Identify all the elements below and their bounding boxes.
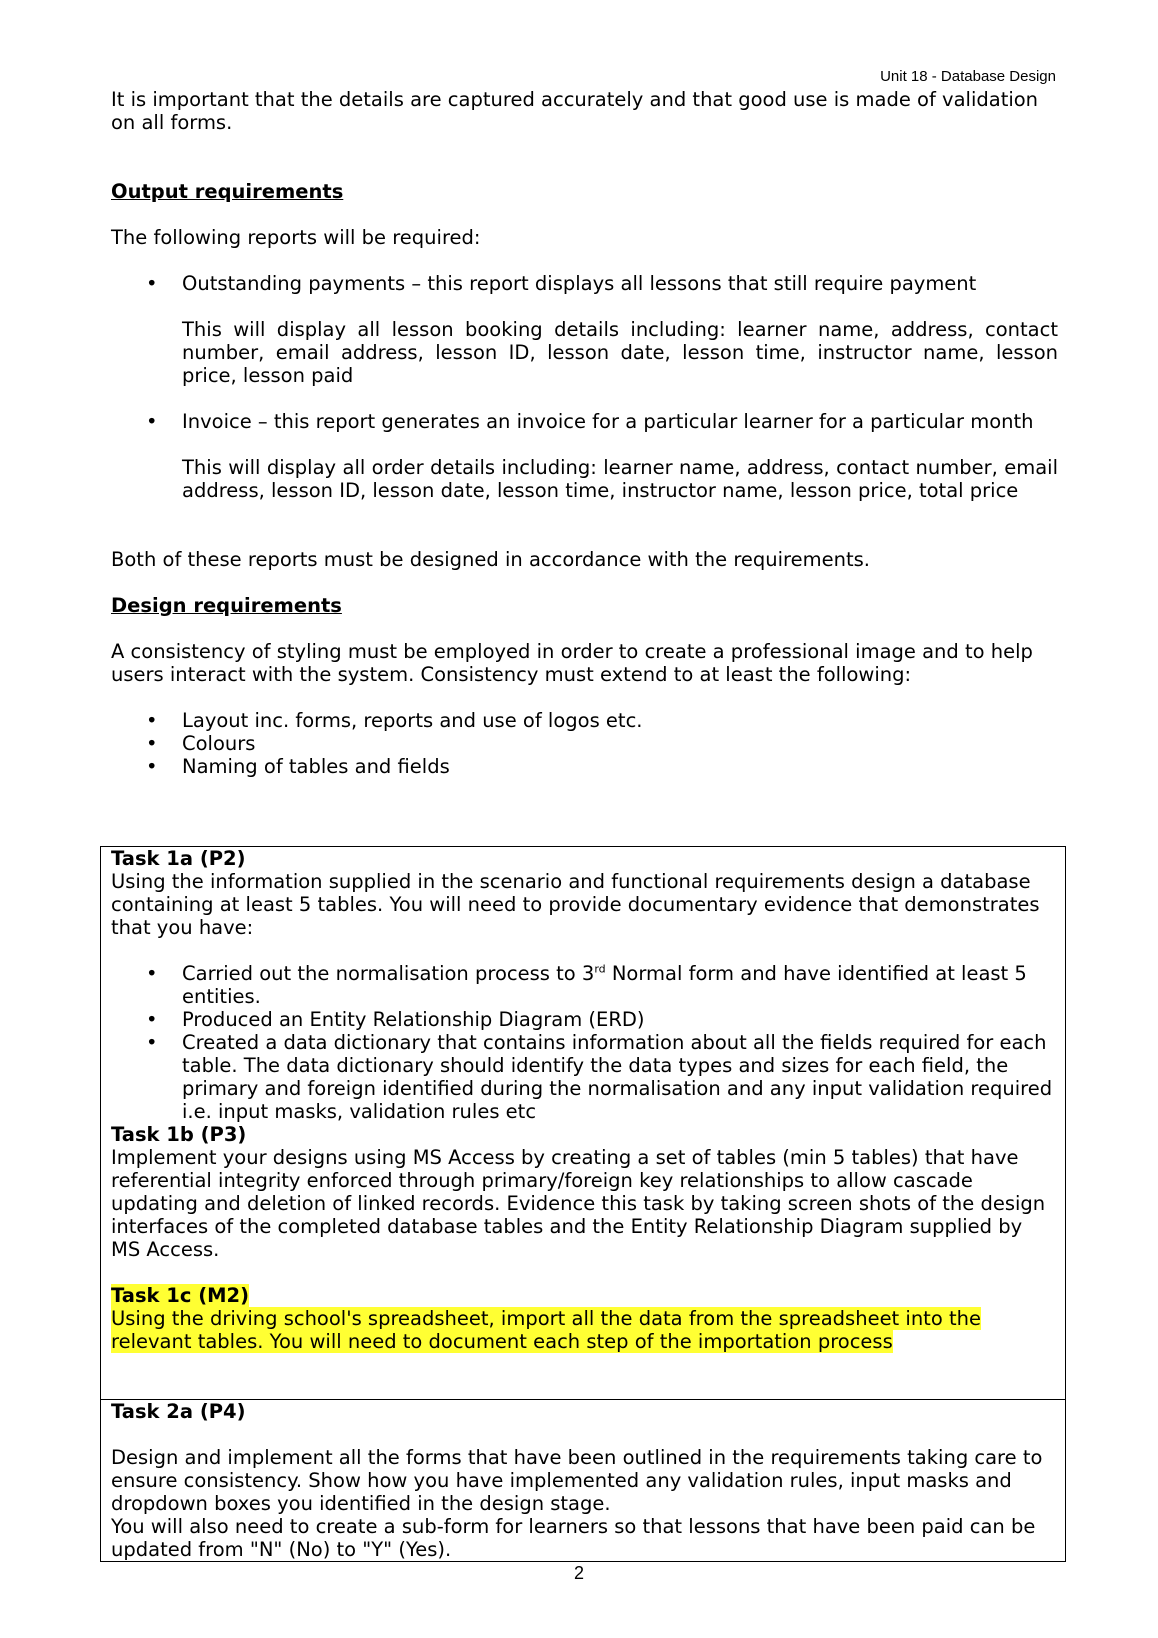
- page-header: Unit 18 - Database Design: [880, 68, 1056, 85]
- task-2a-text: Design and implement all the forms that have been outlined in the requirements taking care to ensure consistency. Show how you have implemented any validation rules, input masks and dropdown boxes you identified in the design stage.: [111, 1446, 1043, 1515]
- intro-paragraph: It is important that the details are captured accurately and that good use is made of validation on all forms.: [111, 88, 1039, 134]
- task-1a-list: [111, 962, 1055, 1123]
- task-1b-title: Task 1b (P3): [111, 1123, 247, 1146]
- bullet-text: Carried out the normalisation process to 3: [182, 962, 595, 985]
- output-report-list: [111, 272, 1058, 295]
- document-body: [111, 88, 1058, 778]
- design-consistency-list: [111, 709, 1058, 778]
- task-1c-text: Using the driving school's spreadsheet, import all the data from the spreadsheet into the relevant tables. You will need to document each step of the importation process: [111, 1307, 981, 1353]
- list-item: • Colours: [111, 732, 1058, 755]
- task-1a-intro: Using the information supplied in the scenario and functional requirements design a database containing at least 5 tables. You will need to provide documentary evidence that demonstrates that you have:: [111, 870, 1040, 939]
- output-lead: The following reports will be required:: [111, 226, 481, 249]
- task-1c-text-line: [111, 1307, 1055, 1353]
- output-report-list: [111, 410, 1058, 433]
- task-cell-1: [101, 847, 1065, 1399]
- page-number: 2: [573, 1563, 584, 1583]
- design-lead: A consistency of styling must be employed in order to create a professional image and to help users interact with the system. Consistency must extend to at least the following:: [111, 640, 1033, 686]
- task-1b-text: Implement your designs using MS Access by creating a set of tables (min 5 tables) that have referential integrity enforced through primary/foreign key relationships to allow cascade updating and deletion of linked records. Evidence this task by taking screen shots of the design interfaces of the completed database tables and the Entity Relationship Diagram supplied by MS Access.: [111, 1146, 1046, 1261]
- list-item: • Invoice – this report generates an invoice for a particular learner for a particular month: [111, 410, 1058, 433]
- ordinal-suffix: rd: [594, 962, 606, 976]
- list-item: • Outstanding payments – this report displays all lessons that still require payment: [111, 272, 1058, 295]
- report-detail: This will display all lesson booking details including: learner name, address, contact number, email address, lesson ID, lesson date, lesson time, instructor name, lesson price, lesson paid: [182, 318, 1058, 387]
- output-requirements-heading: Output requirements: [111, 180, 344, 203]
- report-detail: This will display all order details including: learner name, address, contact number, email address, lesson ID, lesson date, lesson time, instructor name, lesson price, total price: [182, 456, 1058, 502]
- list-item: [111, 962, 1055, 1008]
- task-2a-text-2: You will also need to create a sub-form for learners so that lessons that have been paid can be updated from "N" (No) to "Y" (Yes).: [111, 1515, 1036, 1561]
- list-item: • Created a data dictionary that contains information about all the fields required for each table. The data dictionary should identify the data types and sizes for each field, the primary and foreign identified during the normalisation and any input validation required i.e. input masks, validation rules etc: [111, 1031, 1055, 1123]
- bullet-text: Normal form and have identified at least 5 entities.: [182, 962, 1027, 1008]
- task-1a-title: Task 1a (P2): [111, 847, 246, 870]
- task-1c-title: Task 1c (M2): [111, 1284, 250, 1307]
- list-item: • Layout inc. forms, reports and use of logos etc.: [111, 709, 1058, 732]
- task-1c-title-line: [111, 1284, 1055, 1307]
- list-item: • Naming of tables and fields: [111, 755, 1058, 778]
- tasks-table: [100, 846, 1066, 1562]
- task-2a-title: Task 2a (P4): [111, 1400, 246, 1423]
- output-closing: Both of these reports must be designed in accordance with the requirements.: [111, 548, 870, 571]
- list-item: • Produced an Entity Relationship Diagram (ERD): [111, 1008, 1055, 1031]
- design-requirements-heading: Design requirements: [111, 594, 342, 617]
- task-cell-2: [101, 1399, 1065, 1561]
